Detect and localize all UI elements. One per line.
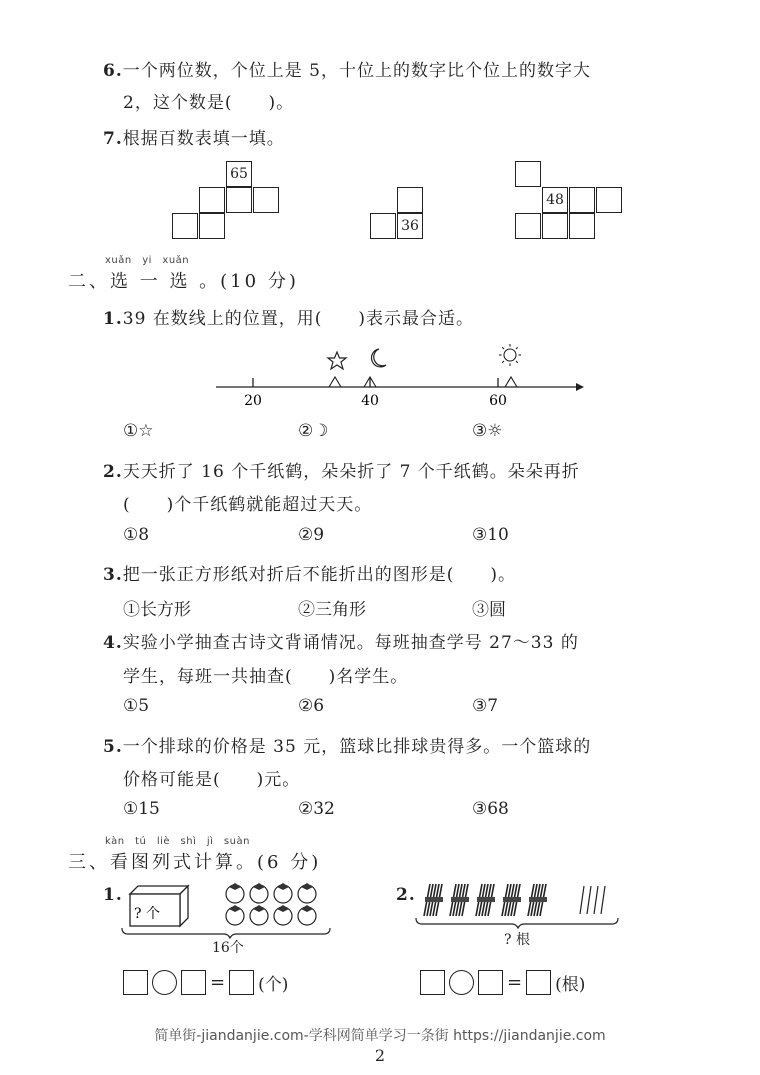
s2-question-2-line2: ( )个千纸鹤就能超过天天。 <box>123 495 373 515</box>
s2q5-option-1[interactable]: ①15 <box>123 799 160 819</box>
total-brace <box>416 918 618 928</box>
section-3-title: 三、看图列式计算。(6 分) <box>68 852 322 873</box>
apple-icon <box>274 883 292 903</box>
s2q4-option-1[interactable]: ①5 <box>123 696 150 716</box>
operator-circle[interactable] <box>152 970 177 995</box>
grid-cell <box>569 187 595 213</box>
stick-bundle-icon <box>450 884 469 916</box>
s2-question-1: 1.39 在数线上的位置，用( )表示最合适。 <box>103 309 475 329</box>
section-3-pinyin: kàn tú liè shì jì suàn <box>105 836 250 847</box>
grid-cell <box>515 161 541 187</box>
s3-question-2-number: 2. <box>396 885 416 905</box>
grid-cell <box>172 213 198 239</box>
sun-pointer <box>505 377 517 387</box>
page-number: 2 <box>374 1046 386 1065</box>
s2-question-5-line1: 5.一个排球的价格是 35 元，篮球比排球贵得多。一个篮球的 <box>103 737 592 757</box>
apple-icon <box>274 905 292 925</box>
stick-bundle-icon <box>476 884 495 916</box>
answer-box[interactable] <box>123 970 148 995</box>
unit-label: (个) <box>258 975 289 995</box>
s2q1-option-2[interactable]: ②☽ <box>298 421 329 441</box>
s2q5-option-2[interactable]: ②32 <box>298 799 335 819</box>
stick-bundle-icon <box>502 884 521 916</box>
s3-question-1-number: 1. <box>103 885 123 905</box>
stick-bundle-icon <box>424 884 443 916</box>
loose-sticks-icon <box>580 886 605 914</box>
grid-cell <box>569 213 595 239</box>
apple-icon <box>298 883 316 903</box>
answer-box[interactable] <box>229 970 254 995</box>
stick-bundle-icon <box>528 884 547 916</box>
grid-cell <box>596 187 622 213</box>
tick-label-60: 60 <box>489 393 507 409</box>
s3q1-picture <box>118 880 338 940</box>
star-marker-icon <box>328 352 346 369</box>
answer-box[interactable] <box>420 970 445 995</box>
grid-cell <box>253 187 279 213</box>
unit-label: (根) <box>555 975 586 995</box>
sun-marker-icon <box>499 344 521 366</box>
s2q2-option-3[interactable]: ③10 <box>472 525 509 545</box>
apple-icon <box>298 905 316 925</box>
section-2-title: 二、选 一 选 。(10 分) <box>68 271 299 292</box>
s2q5-option-3[interactable]: ③68 <box>472 799 509 819</box>
answer-box[interactable] <box>181 970 206 995</box>
s2q1-option-1[interactable]: ①☆ <box>123 421 154 441</box>
s2-question-3: 3.把一张正方形纸对折后不能折出的图形是( )。 <box>103 565 517 585</box>
stick-bundle-group-icon <box>424 884 547 916</box>
s3q1-equation <box>123 970 288 995</box>
apple-icon <box>250 905 268 925</box>
question-7: 7.根据百数表填一填。 <box>103 129 285 149</box>
question-6-line2: 2，这个数是( )。 <box>123 93 295 113</box>
footer-source: 简单街-jiandanjie.com-学科网简单学习一条街 https://jiandanjie.com <box>154 1028 606 1044</box>
s2q3-option-3[interactable]: ③圆 <box>472 600 506 620</box>
grid-cell-65: 65 <box>226 161 252 187</box>
grid-cell-48: 48 <box>542 187 568 213</box>
s2q2-option-1[interactable]: ①8 <box>123 525 150 545</box>
box-label: ? 个 <box>134 906 160 922</box>
s2q3-option-1[interactable]: ①长方形 <box>123 600 191 620</box>
s2q4-option-3[interactable]: ③7 <box>472 696 499 716</box>
s2-question-4-line2: 学生，每班一共抽查( )名学生。 <box>123 667 409 687</box>
question-6-line1: 6.一个两位数，个位上是 5，十位上的数字比个位上的数字大 <box>103 61 591 81</box>
apple-group-icon <box>226 883 316 925</box>
s2q1-option-3[interactable]: ③☼ <box>472 421 503 441</box>
grid-cell <box>515 213 541 239</box>
grid-cell-36: 36 <box>397 213 423 239</box>
s2q4-option-2[interactable]: ②6 <box>298 696 325 716</box>
grid-cell <box>226 187 252 213</box>
grid-cell <box>370 213 396 239</box>
s2-question-5-line2: 价格可能是( )元。 <box>123 770 301 790</box>
s3q2-total-label: ? 根 <box>504 932 530 948</box>
equals-sign: = <box>210 972 226 993</box>
s3q2-equation <box>420 970 585 995</box>
grid-cell <box>199 187 225 213</box>
grid-cell <box>542 213 568 239</box>
grid-cell <box>199 213 225 239</box>
s2q2-option-2[interactable]: ②9 <box>298 525 325 545</box>
apple-icon <box>250 883 268 903</box>
number-line <box>210 340 590 410</box>
answer-box[interactable] <box>526 970 551 995</box>
s2-question-2-line1: 2.天天折了 16 个千纸鹤，朵朵折了 7 个千纸鹤。朵朵再折 <box>103 462 580 482</box>
s2-question-4-line1: 4.实验小学抽查古诗文背诵情况。每班抽查学号 27～33 的 <box>103 633 579 653</box>
operator-circle[interactable] <box>449 970 474 995</box>
apple-icon <box>226 905 244 925</box>
equals-sign: = <box>507 972 523 993</box>
tick-label-20: 20 <box>244 393 262 409</box>
s3q1-total-label: 16个 <box>212 940 244 956</box>
s2q3-option-2[interactable]: ②三角形 <box>298 600 366 620</box>
tick-label-40: 40 <box>361 393 379 409</box>
grid-cell <box>397 187 423 213</box>
apple-icon <box>226 883 244 903</box>
star-pointer <box>329 377 341 387</box>
answer-box[interactable] <box>478 970 503 995</box>
section-2-pinyin: xuǎn yi xuǎn <box>105 255 190 266</box>
moon-marker-icon <box>372 349 386 367</box>
